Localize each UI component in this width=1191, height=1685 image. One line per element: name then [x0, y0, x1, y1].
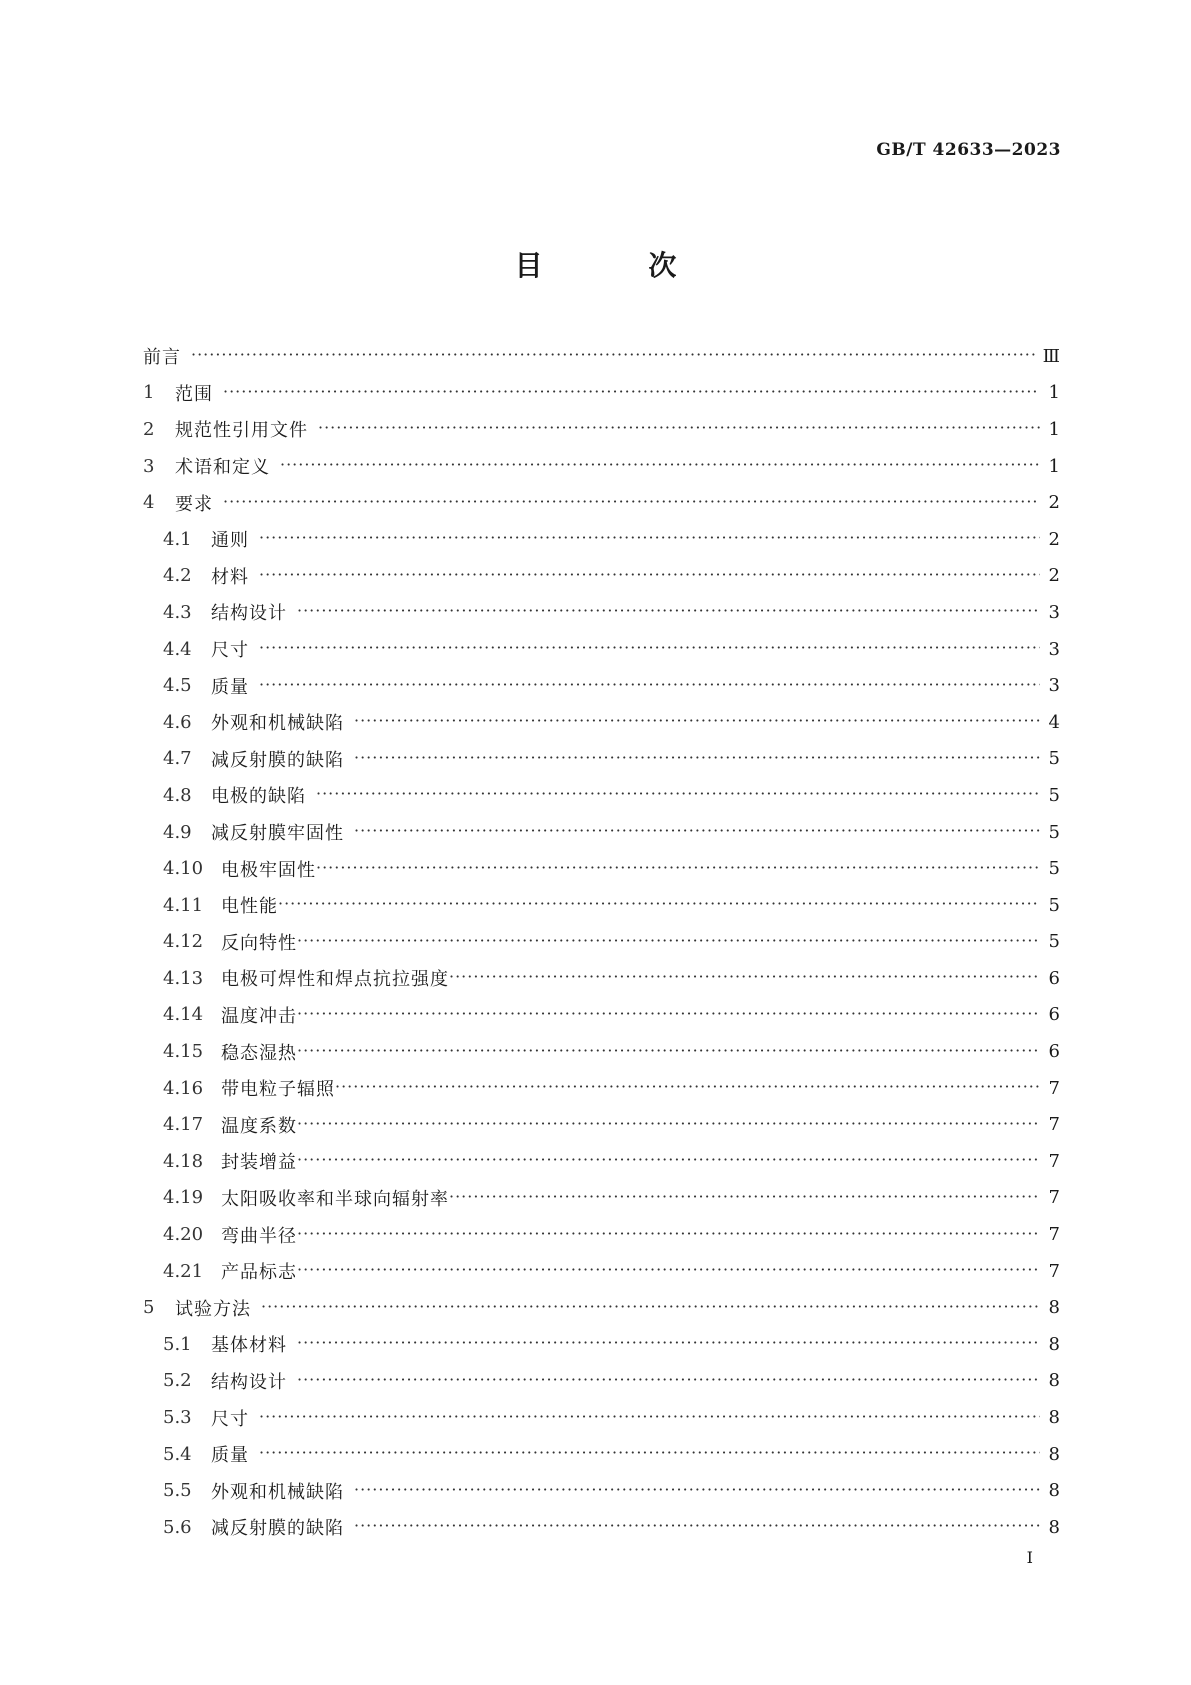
toc-entry-number: 4.14 [163, 1004, 204, 1026]
toc-leader-dots [259, 677, 1040, 695]
toc-entry-page: 7 [1048, 1114, 1060, 1136]
toc-entry-number: 4.16 [163, 1077, 204, 1099]
toc-entry-page: Ⅲ [1042, 345, 1060, 367]
toc-entry[interactable] [143, 448, 1060, 485]
toc-leader-dots [297, 1152, 1040, 1170]
toc-leader-dots [223, 494, 1040, 512]
toc-entry-number: 4.18 [163, 1150, 204, 1172]
toc-leader-dots [259, 640, 1040, 658]
toc-leader-dots [297, 1043, 1040, 1061]
toc-entry-number: 4.9 [163, 821, 192, 843]
toc-entry[interactable] [143, 1399, 1060, 1436]
toc-entry-page: 7 [1048, 1260, 1060, 1282]
toc-entry-label: 弯曲半径 [221, 1225, 297, 1247]
toc-leader-dots [280, 457, 1040, 475]
toc-entry-label: 温度冲击 [221, 1005, 297, 1027]
toc-entry-label: 减反射膜的缺陷 [211, 749, 344, 771]
toc-leader-dots [354, 750, 1040, 768]
toc-entry-label: 前言 [143, 347, 181, 369]
toc-entry[interactable] [143, 1180, 1060, 1217]
toc-entry[interactable] [143, 1070, 1060, 1107]
toc-leader-dots [259, 1445, 1040, 1463]
toc-entry-label: 质量 [211, 676, 249, 698]
page-title: 目 次 [514, 249, 725, 282]
toc-entry-number: 4.8 [163, 784, 192, 806]
toc-leader-dots [297, 1335, 1040, 1353]
toc-entry[interactable] [143, 1033, 1060, 1070]
toc-entry-label: 材料 [211, 566, 249, 588]
toc-entry[interactable] [143, 1216, 1060, 1253]
toc-entry[interactable] [143, 558, 1060, 595]
toc-leader-dots [316, 786, 1040, 804]
toc-entry-page: 3 [1048, 675, 1060, 697]
toc-entry-number: 5.6 [163, 1516, 192, 1538]
toc-entry-number: 4.12 [163, 931, 204, 953]
toc-entry-page: 1 [1048, 382, 1060, 404]
toc-entry-number: 4.6 [163, 711, 192, 733]
toc-entry-label: 反向特性 [221, 932, 297, 954]
toc-entry-page: 7 [1048, 1187, 1060, 1209]
toc-entry-page: 5 [1048, 931, 1060, 953]
toc-entry-page: 2 [1048, 492, 1060, 514]
toc-entry[interactable] [143, 667, 1060, 704]
toc-entry-label: 减反射膜的缺陷 [211, 1518, 344, 1540]
toc-entry-number: 4.19 [163, 1187, 204, 1209]
toc-entry-page: 4 [1048, 711, 1060, 733]
toc-entry-label: 基体材料 [211, 1335, 287, 1357]
toc-entry-page: 5 [1048, 894, 1060, 916]
toc-entry-label: 结构设计 [211, 603, 287, 625]
toc-entry-label: 温度系数 [221, 1115, 297, 1137]
toc-entry[interactable] [143, 704, 1060, 741]
toc-entry-label: 范围 [175, 383, 213, 405]
toc-entry[interactable] [143, 631, 1060, 668]
toc-entry-page: 8 [1048, 1480, 1060, 1502]
toc-entry-page: 2 [1048, 565, 1060, 587]
toc-entry-number: 4.2 [163, 565, 192, 587]
toc-leader-dots [335, 1079, 1040, 1097]
toc-entry-number: 4 [143, 492, 155, 514]
toc-entry-page: 8 [1048, 1333, 1060, 1355]
toc-entry-number: 2 [143, 418, 155, 440]
toc-leader-dots [449, 1189, 1040, 1207]
toc-entry[interactable] [143, 375, 1060, 412]
toc-entry-label: 规范性引用文件 [175, 420, 308, 442]
toc-entry[interactable] [143, 521, 1060, 558]
toc-entry-page: 5 [1048, 748, 1060, 770]
table-of-contents [143, 338, 1060, 1546]
toc-entry-number: 4.3 [163, 601, 192, 623]
toc-entry-page: 7 [1048, 1150, 1060, 1172]
toc-entry-label: 外观和机械缺陷 [211, 713, 344, 735]
standard-code: GB/T 42633—2023 [876, 140, 1061, 160]
toc-entry[interactable] [143, 1472, 1060, 1509]
toc-entry[interactable] [143, 1363, 1060, 1400]
toc-entry[interactable] [143, 484, 1060, 521]
toc-entry-label: 封装增益 [221, 1152, 297, 1174]
toc-entry-number: 4.5 [163, 675, 192, 697]
toc-entry-page: 1 [1048, 455, 1060, 477]
toc-leader-dots [449, 969, 1040, 987]
toc-leader-dots [297, 1372, 1040, 1390]
toc-leader-dots [261, 1299, 1040, 1317]
toc-entry[interactable] [143, 1289, 1060, 1326]
toc-leader-dots [297, 933, 1040, 951]
toc-entry[interactable] [143, 1106, 1060, 1143]
toc-entry[interactable] [143, 1509, 1060, 1546]
toc-entry-number: 4.1 [163, 528, 192, 550]
toc-entry-page: 8 [1048, 1443, 1060, 1465]
toc-entry-label: 要求 [175, 493, 213, 515]
toc-entry-page: 2 [1048, 528, 1060, 550]
toc-entry-number: 4.20 [163, 1224, 204, 1246]
toc-entry-label: 电性能 [221, 896, 278, 918]
toc-entry-label: 尺寸 [211, 1408, 249, 1430]
toc-leader-dots [259, 567, 1040, 585]
toc-entry[interactable] [143, 777, 1060, 814]
toc-entry-label: 太阳吸收率和半球向辐射率 [221, 1188, 449, 1210]
toc-leader-dots [297, 1262, 1040, 1280]
toc-entry[interactable] [143, 594, 1060, 631]
toc-entry-page: 7 [1048, 1077, 1060, 1099]
toc-entry-page: 8 [1048, 1407, 1060, 1429]
toc-entry-page: 1 [1048, 418, 1060, 440]
toc-leader-dots [316, 860, 1040, 878]
toc-leader-dots [354, 1518, 1040, 1536]
toc-entry[interactable] [143, 1253, 1060, 1290]
toc-entry-number: 4.17 [163, 1114, 204, 1136]
toc-entry[interactable] [143, 1143, 1060, 1180]
toc-leader-dots [297, 1006, 1040, 1024]
toc-entry-label: 术语和定义 [175, 457, 270, 479]
toc-entry-number: 4.11 [163, 894, 204, 916]
toc-leader-dots [354, 823, 1040, 841]
toc-entry-page: 8 [1048, 1297, 1060, 1319]
toc-entry-page: 6 [1048, 967, 1060, 989]
toc-entry-number: 5 [143, 1297, 155, 1319]
toc-entry[interactable] [143, 997, 1060, 1034]
toc-entry-page: 8 [1048, 1370, 1060, 1392]
toc-leader-dots [297, 603, 1040, 621]
toc-entry[interactable] [143, 850, 1060, 887]
toc-entry-number: 4.21 [163, 1260, 204, 1282]
toc-entry-number: 4.7 [163, 748, 192, 770]
toc-leader-dots [354, 713, 1040, 731]
toc-entry-page: 8 [1048, 1516, 1060, 1538]
toc-entry-label: 通则 [211, 530, 249, 552]
toc-entry-number: 4.10 [163, 858, 204, 880]
toc-entry-number: 5.2 [163, 1370, 192, 1392]
toc-entry-label: 质量 [211, 1445, 249, 1467]
toc-entry[interactable] [143, 924, 1060, 961]
toc-leader-dots [191, 347, 1037, 365]
toc-entry-label: 电极可焊性和焊点抗拉强度 [221, 969, 449, 991]
toc-leader-dots [223, 384, 1040, 402]
toc-entry-label: 尺寸 [211, 640, 249, 662]
toc-entry-label: 带电粒子辐照 [221, 1079, 335, 1101]
toc-leader-dots [318, 420, 1040, 438]
toc-entry-label: 产品标志 [221, 1262, 297, 1284]
toc-leader-dots [259, 1409, 1040, 1427]
toc-entry-number: 3 [143, 455, 155, 477]
toc-entry[interactable] [143, 1436, 1060, 1473]
toc-entry-number: 4.13 [163, 967, 204, 989]
toc-entry[interactable] [143, 814, 1060, 851]
toc-entry-number: 4.4 [163, 638, 192, 660]
toc-leader-dots [259, 530, 1040, 548]
toc-entry-page: 5 [1048, 784, 1060, 806]
toc-leader-dots [297, 1116, 1040, 1134]
toc-entry[interactable] [143, 411, 1060, 448]
toc-entry-number: 5.3 [163, 1407, 192, 1429]
toc-leader-dots [297, 1226, 1040, 1244]
toc-entry-label: 结构设计 [211, 1371, 287, 1393]
toc-entry-page: 7 [1048, 1224, 1060, 1246]
toc-entry[interactable] [143, 741, 1060, 778]
toc-entry-label: 减反射膜牢固性 [211, 823, 344, 845]
toc-entry[interactable] [143, 338, 1060, 375]
toc-entry[interactable] [143, 1326, 1060, 1363]
footer-page-number: I [1026, 1548, 1033, 1567]
toc-entry-label: 电极的缺陷 [211, 786, 306, 808]
toc-entry-number: 5.5 [163, 1480, 192, 1502]
toc-entry-label: 稳态湿热 [221, 1042, 297, 1064]
toc-entry-number: 4.15 [163, 1041, 204, 1063]
toc-entry-page: 3 [1048, 638, 1060, 660]
toc-entry-label: 外观和机械缺陷 [211, 1481, 344, 1503]
toc-entry-number: 1 [143, 382, 155, 404]
toc-entry-number: 5.1 [163, 1333, 192, 1355]
toc-entry[interactable] [143, 887, 1060, 924]
toc-entry-page: 5 [1048, 821, 1060, 843]
toc-leader-dots [354, 1482, 1040, 1500]
toc-entry-page: 6 [1048, 1041, 1060, 1063]
toc-entry-page: 5 [1048, 858, 1060, 880]
toc-entry-page: 3 [1048, 601, 1060, 623]
toc-entry-label: 试验方法 [175, 1298, 251, 1320]
toc-entry-label: 电极牢固性 [221, 859, 316, 881]
toc-entry-number: 5.4 [163, 1443, 192, 1465]
toc-leader-dots [278, 896, 1040, 914]
toc-entry-page: 6 [1048, 1004, 1060, 1026]
toc-entry[interactable] [143, 960, 1060, 997]
